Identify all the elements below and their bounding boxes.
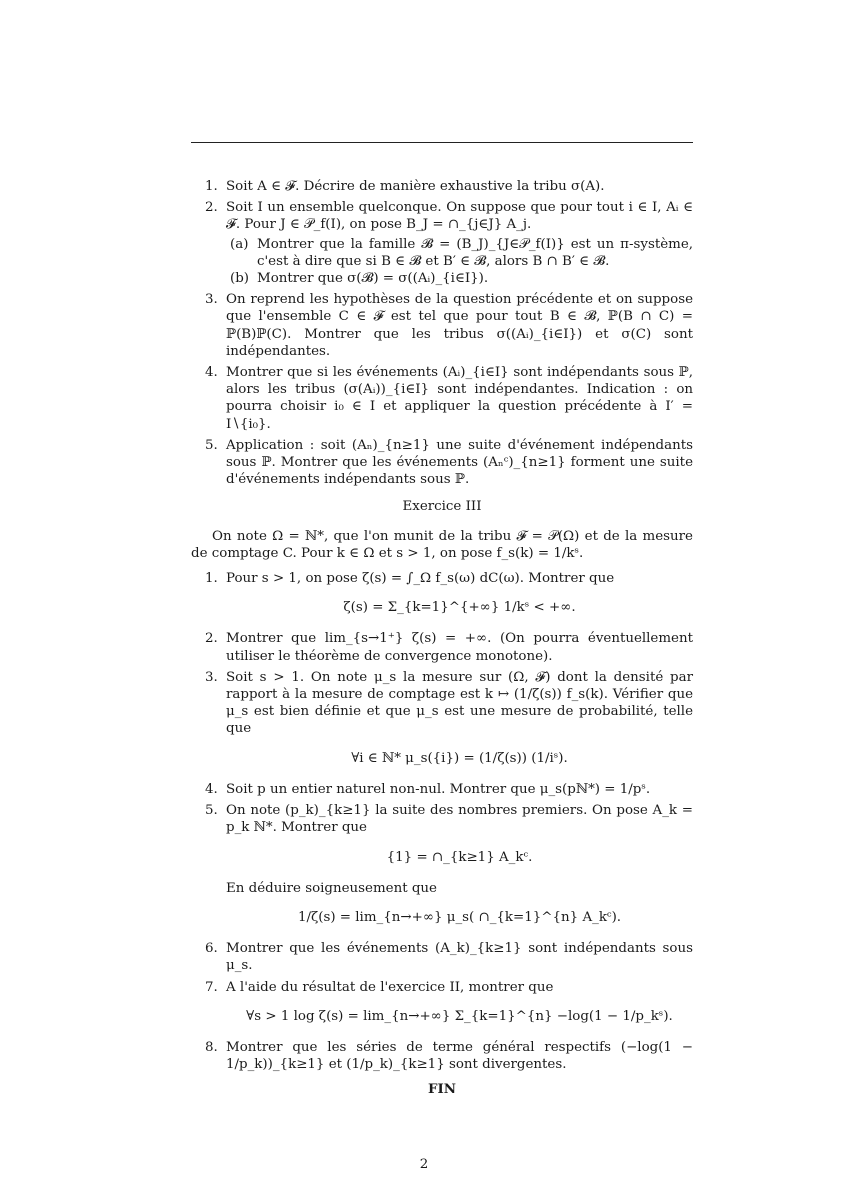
question-4: [191, 781, 693, 798]
question-text: Soit p un entier naturel non-nul. Montrer que μ_s(pℕ*) = 1/pˢ.: [226, 781, 651, 797]
question-number: 4.: [205, 781, 218, 797]
display-formula: 1/ζ(s) = lim_{n→+∞} μ_s( ∩_{k=1}^{n} A_kᶜ).: [297, 909, 622, 925]
display-formula: ζ(s) = Σ_{k=1}^{+∞} 1/kˢ < +∞.: [343, 600, 576, 616]
question-text: Soit I un ensemble quelconque. On suppose que pour tout i ∈ I, Aᵢ ∈ 𝓕. Pour J ∈ 𝒫_f(I), on pose B_J = ∩_{j∈J} A_j.: [226, 200, 693, 233]
question-number: 8.: [205, 1039, 218, 1055]
question-text: On note (p_k)_{k≥1} la suite des nombres premiers. On pose A_k = p_k ℕ*. Montrer que: [226, 803, 693, 836]
question-text: Soit A ∈ 𝓕. Décrire de manière exhaustive la tribu σ(A).: [226, 179, 605, 194]
question-3: [191, 291, 693, 360]
question-3: [191, 669, 693, 767]
question-5: [191, 437, 693, 489]
exercise-iii-questions: [191, 570, 693, 1073]
subquestion-text: Montrer que σ(𝓑) = σ((Aᵢ)_{i∈I}).: [257, 271, 489, 287]
exercise-intro: On note Ω = ℕ*, que l'on munit de la tribu 𝓕 = 𝒫(Ω) et de la mesure de comptage C. Pour k ∈ Ω et s > 1, on pose f_s(k) = 1/kˢ.: [191, 528, 693, 561]
display-formula: ∀s > 1 log ζ(s) = lim_{n→+∞} Σ_{k=1}^{n} −log(1 − 1/p_kˢ).: [246, 1008, 673, 1024]
question-text: Application : soit (Aₙ)_{n≥1} une suite d'événement indépendants sous ℙ. Montrer que les événements (Aₙᶜ)_{n≥1} forment une suite d'événements indépendants sous ℙ.: [226, 437, 693, 488]
subquestion-a: [226, 236, 693, 270]
display-formula: {1} = ∩_{k≥1} A_kᶜ.: [386, 849, 533, 865]
question-number: 2.: [205, 200, 218, 216]
page-body: [191, 178, 693, 1099]
question-text-continued: En déduire soigneusement que: [226, 880, 437, 896]
question-number: 4.: [205, 365, 218, 381]
question-text: Pour s > 1, on pose ζ(s) = ∫_Ω f_s(ω) dC(ω). Montrer que: [226, 571, 615, 587]
exercise-title: Exercice III: [402, 499, 482, 515]
question-2: [191, 630, 693, 664]
end-marker: FIN: [427, 1081, 456, 1098]
question-1: [191, 570, 693, 616]
question-number: 6.: [205, 941, 218, 957]
question-text: Soit s > 1. On note μ_s la mesure sur (Ω, 𝓕) dont la densité par rapport à la mesure de comptage est k ↦ (1/ζ(s)) f_s(k). Vérifier que μ_s est bien définie et que μ_s est une mesure de probabilité, telle que: [226, 669, 693, 737]
question-number: 5.: [205, 437, 218, 453]
question-text: A l'aide du résultat de l'exercice II, montrer que: [226, 979, 554, 995]
question-number: 5.: [205, 803, 218, 819]
subquestion-text: Montrer que la famille 𝓑 = (B_J)_{J∈𝒫_f(I)} est un π-système, c'est à dire que si B ∈ 𝓑 et B′ ∈ 𝓑, alors B ∩ B′ ∈ 𝓑.: [257, 236, 693, 269]
display-formula: ∀i ∈ ℕ* μ_s({i}) = (1/ζ(s)) (1/iˢ).: [351, 750, 568, 766]
question-1: [191, 178, 693, 195]
question-number: 1.: [205, 179, 218, 194]
question-4: [191, 364, 693, 433]
question-text: Montrer que lim_{s→1⁺} ζ(s) = +∞. (On pourra éventuellement utiliser le théorème de convergence monotone).: [226, 631, 693, 664]
subquestion-label: (a): [230, 236, 249, 252]
question-number: 7.: [205, 979, 218, 995]
subquestion-b: [226, 270, 693, 287]
question-number: 1.: [205, 571, 218, 587]
question-text: Montrer que les événements (A_k)_{k≥1} sont indépendants sous μ_s.: [226, 941, 693, 974]
question-text: Montrer que les séries de terme général respectifs (−log(1 − 1/p_k))_{k≥1} et (1/p_k)_{k≥1} sont divergentes.: [226, 1039, 693, 1073]
question-text: Montrer que si les événements (Aᵢ)_{i∈I} sont indépendants sous ℙ, alors les tribus (σ(Aᵢ))_{i∈I} sont indépendantes. Indication : on pourra choisir i₀ ∈ I et appliquer la question précédente à I′ = I∖{i₀}.: [226, 365, 693, 432]
subquestions: [226, 236, 693, 288]
question-number: 3.: [205, 669, 218, 685]
subquestion-label: (b): [230, 271, 250, 287]
exercise-ii-questions: [191, 178, 693, 488]
question-text: On reprend les hypothèses de la question précédente et on suppose que l'ensemble C ∈ 𝓕 est tel que pour tout B ∈ 𝓑, ℙ(B ∩ C) = ℙ(B)ℙ(C). Montrer que les tribus σ((Aᵢ)_{i∈I}) et σ(C) sont indépendantes.: [226, 292, 693, 359]
question-7: [191, 979, 693, 1025]
question-number: 2.: [205, 631, 218, 647]
question-number: 3.: [205, 292, 218, 308]
page-number: 2: [419, 1157, 429, 1172]
question-6: [191, 940, 693, 974]
question-5: [191, 802, 693, 926]
question-2: [191, 199, 693, 287]
question-8: [191, 1039, 693, 1073]
top-rule: [191, 142, 693, 143]
